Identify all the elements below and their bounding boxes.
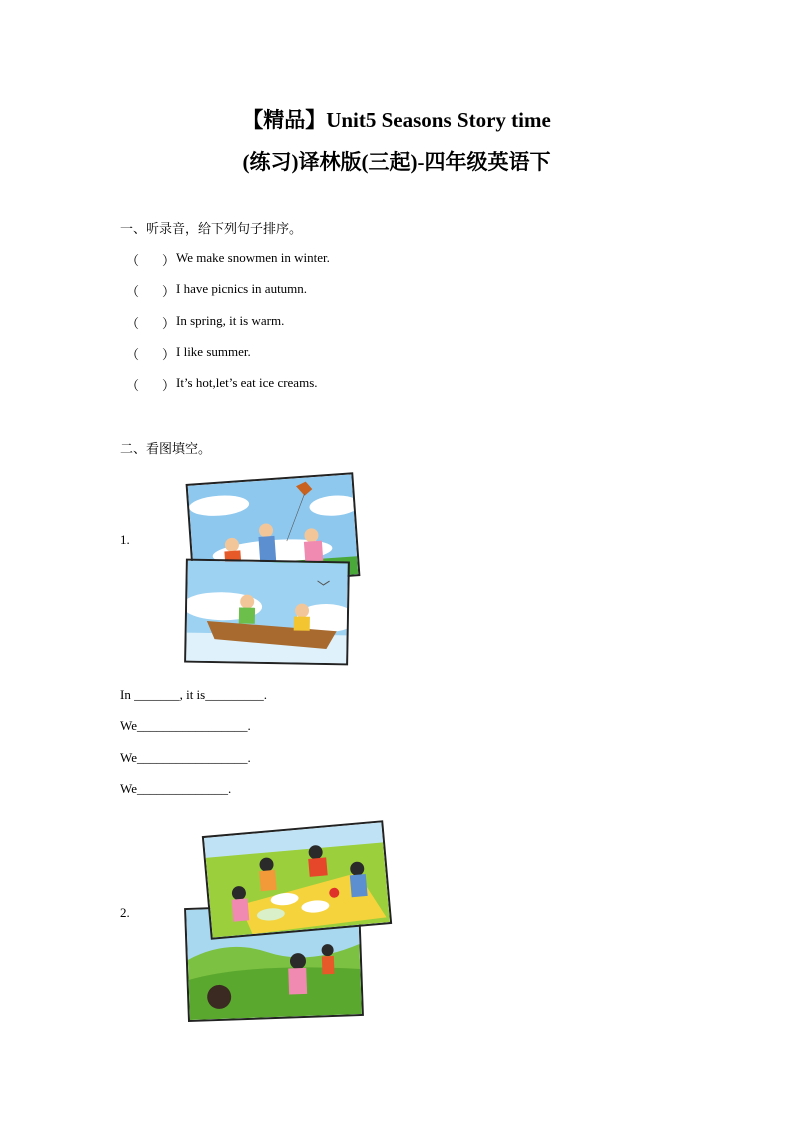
document-title-line2: (练习)译林版(三起)-四年级英语下	[242, 150, 551, 174]
question-number: 2.	[120, 905, 130, 920]
answer-blank-close: ）	[162, 253, 176, 268]
answer-blank-open[interactable]: （	[126, 316, 140, 331]
answer-blank-close: ）	[162, 378, 176, 393]
answer-blank-close: ）	[162, 316, 176, 331]
ordering-item	[126, 313, 284, 332]
answer-blank-open[interactable]: （	[126, 253, 140, 268]
answer-blank-close: ）	[162, 347, 176, 362]
sentence-text: In spring, it is warm.	[176, 313, 285, 328]
ordering-item	[126, 250, 330, 269]
picnic-picture	[202, 820, 392, 939]
ordering-item	[126, 281, 307, 300]
fill-in-blank-line[interactable]: We_________________.	[120, 718, 251, 733]
answer-blank-open[interactable]: （	[126, 347, 140, 362]
document-title-line1: 【精品】Unit5 Seasons Story time	[242, 108, 551, 132]
answer-blank-open[interactable]: （	[126, 284, 140, 299]
answer-blank-close: ）	[162, 284, 176, 299]
sentence-text: We make snowmen in winter.	[176, 250, 330, 265]
sentence-text: I have picnics in autumn.	[176, 281, 308, 296]
sentence-text: I like summer.	[176, 344, 251, 359]
ordering-item	[126, 375, 318, 394]
section1-heading: 一、听录音，给下列句子排序。	[120, 221, 303, 236]
fill-in-blank-line[interactable]: We_________________.	[120, 750, 251, 765]
answer-blank-open[interactable]: （	[126, 378, 140, 393]
fill-in-blank-line[interactable]: In _______, it is_________.	[120, 687, 267, 702]
boating-picture	[184, 559, 350, 666]
ordering-item	[126, 344, 251, 363]
question-number: 1.	[120, 532, 130, 547]
fill-in-blank-line[interactable]: We______________.	[120, 781, 232, 796]
sentence-text: It’s hot,let’s eat ice creams.	[176, 375, 318, 390]
section2-heading: 二、看图填空。	[120, 441, 212, 456]
